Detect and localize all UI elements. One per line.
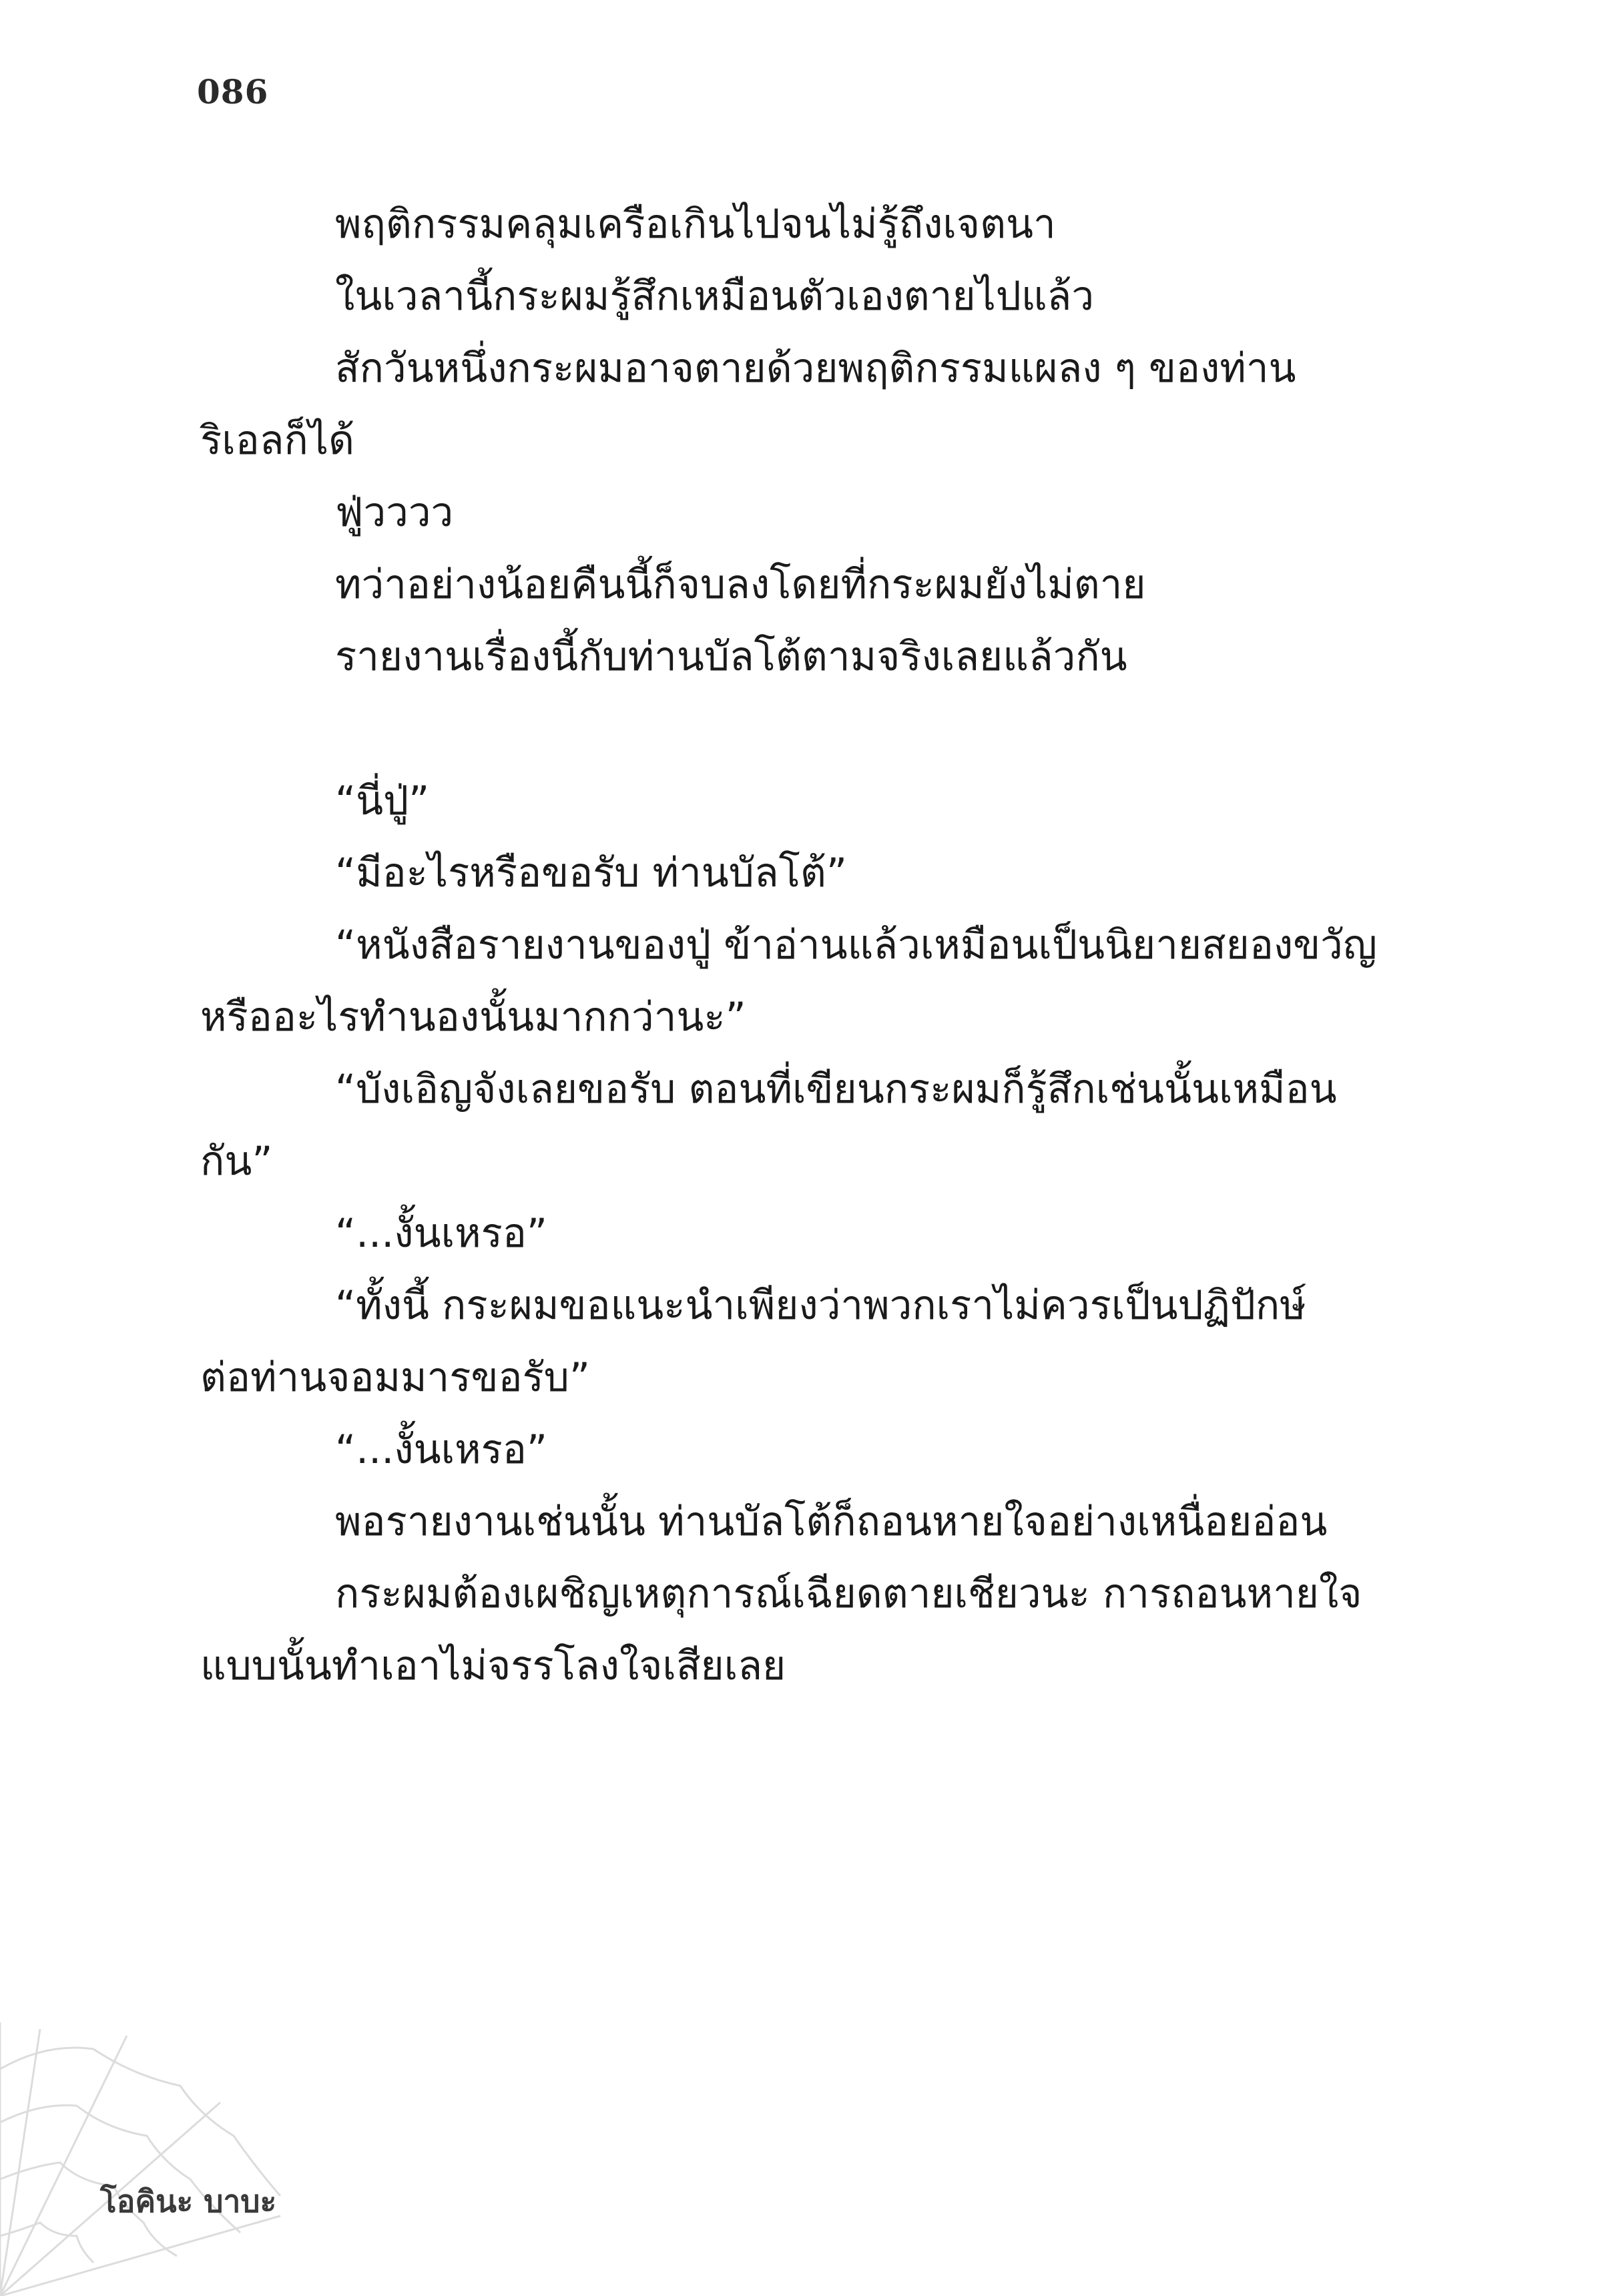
- paragraph-continuation: แบบนั้นทำเอาไม่จรรโลงใจเสียเลย: [200, 1643, 786, 1689]
- dialogue-continuation: กัน”: [200, 1138, 273, 1185]
- paragraph-continuation: ริเอลก็ได้: [200, 417, 355, 464]
- dialogue-line: “นี่ปู่”: [335, 778, 430, 824]
- cobweb-icon: [0, 2022, 287, 2296]
- paragraph-line: ในเวลานี้กระผมรู้สึกเหมือนตัวเองตายไปแล้ว: [335, 273, 1095, 320]
- paragraph-line: พอรายงานเช่นนั้น ท่านบัลโต้ก็ถอนหายใจอย่างเหนื่อยอ่อน: [335, 1498, 1328, 1545]
- dialogue-continuation: หรืออะไรทำนองนั้นมากกว่านะ”: [200, 994, 746, 1041]
- paragraph-line: ทว่าอย่างน้อยคืนนี้ก็จบลงโดยที่กระผมยังไม่ตาย: [335, 561, 1146, 608]
- dialogue-line: “บังเอิญจังเลยขอรับ ตอนที่เขียนกระผมก็รู้สึกเช่นนั้นเหมือน: [335, 1066, 1337, 1113]
- paragraph-line: สักวันหนึ่งกระผมอาจตายด้วยพฤติกรรมแผลง ๆ ของท่าน: [335, 345, 1296, 392]
- paragraph-line: พฤติกรรมคลุมเครือเกินไปจนไม่รู้ถึงเจตนา: [335, 201, 1056, 248]
- dialogue-line: “...งั้นเหรอ”: [335, 1210, 548, 1257]
- dialogue-line: “มีอะไรหรือขอรับ ท่านบัลโต้”: [335, 850, 847, 896]
- dialogue-continuation: ต่อท่านจอมมารขอรับ”: [200, 1354, 590, 1401]
- paragraph-line: รายงานเรื่องนี้กับท่านบัลโต้ตามจริงเลยแล้วกัน: [335, 633, 1127, 680]
- book-title: โอคินะ บาบะ: [100, 2183, 277, 2219]
- dialogue-line: “หนังสือรายงานของปู่ ข้าอ่านแล้วเหมือนเป็นนิยายสยองขวัญ: [335, 922, 1377, 968]
- page-number: 086: [197, 72, 269, 111]
- dialogue-line: “ทั้งนี้ กระผมขอแนะนำเพียงว่าพวกเราไม่ควรเป็นปฏิปักษ์: [335, 1282, 1306, 1329]
- section-break: [200, 693, 1410, 765]
- paragraph-line: กระผมต้องเผชิญเหตุการณ์เฉียดตายเชียวนะ การถอนหายใจ: [335, 1570, 1362, 1617]
- dialogue-line: “...งั้นเหรอ”: [335, 1426, 548, 1473]
- body-text: [200, 188, 1410, 1702]
- paragraph-line: ฟู่วววว: [335, 489, 454, 536]
